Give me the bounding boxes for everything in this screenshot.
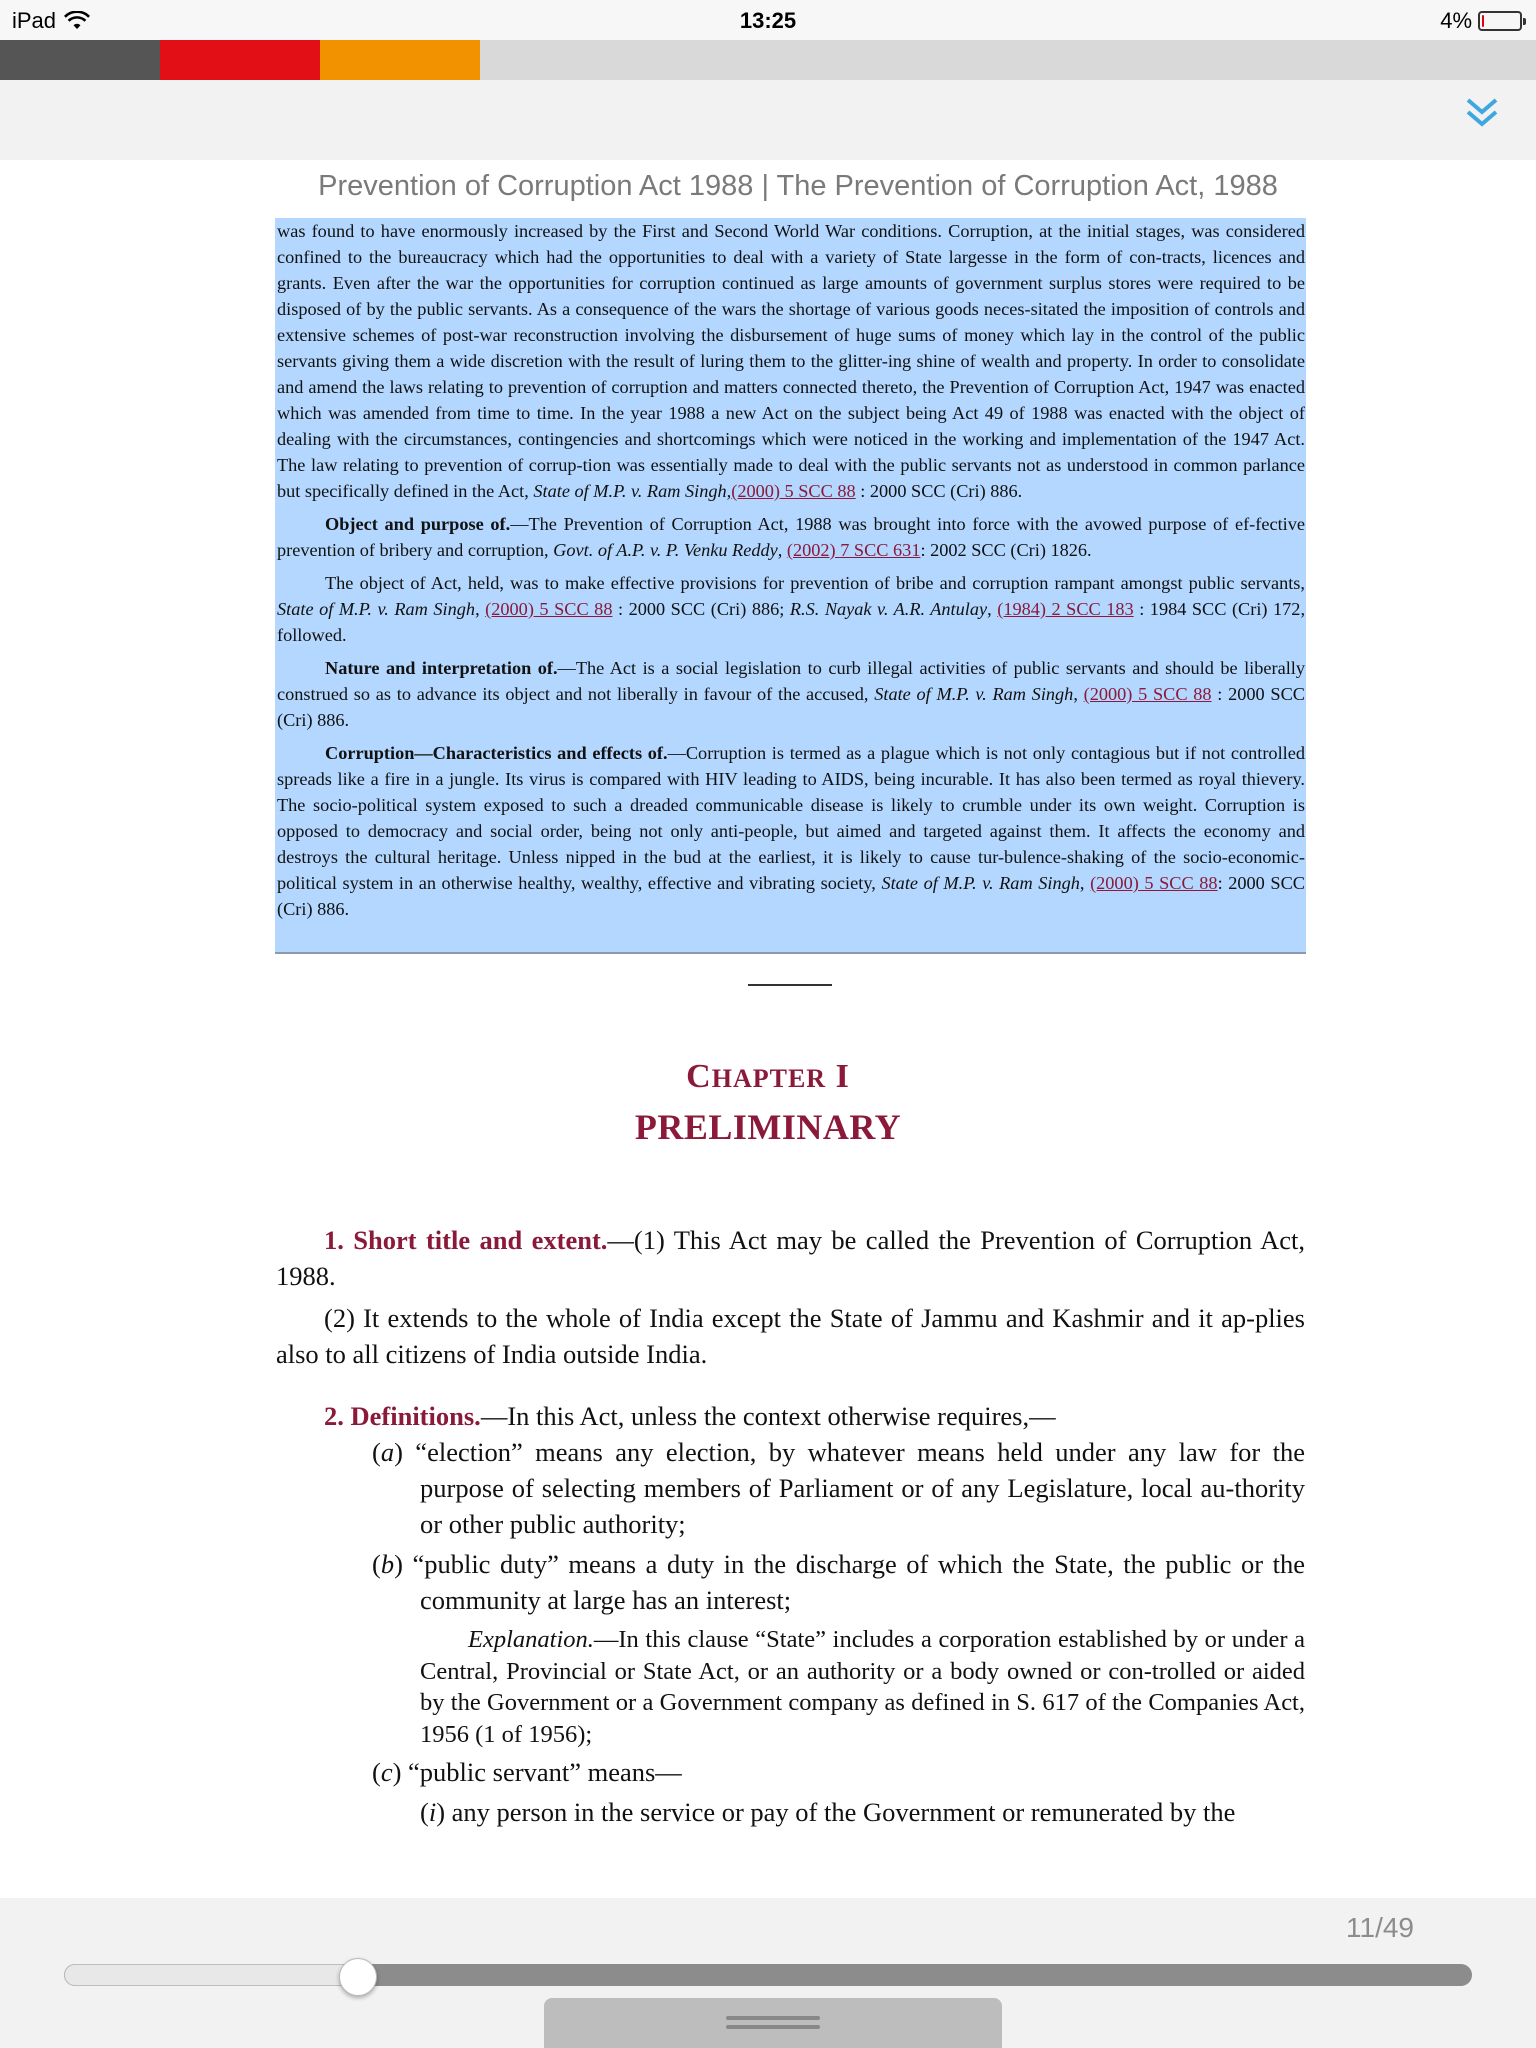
chapter-number: CHAPTER I [686, 1058, 850, 1095]
citation-link[interactable]: (2000) 5 SCC 88 [1090, 873, 1218, 893]
citation-link[interactable]: (2002) 7 SCC 631 [786, 540, 921, 560]
drawer-handle[interactable] [544, 1998, 1002, 2048]
page-slider[interactable] [64, 1964, 1472, 1986]
color-tab-red[interactable] [160, 40, 320, 80]
citation-link[interactable]: (2000) 5 SCC 88 [731, 481, 856, 501]
battery-icon [1478, 11, 1522, 31]
section-1 [276, 1222, 1305, 1372]
highlighted-note[interactable] [275, 218, 1306, 954]
note-paragraph: The object of Act, held, was to make effective provisions for prevention of bribe and corruption rampant amongst public servants, State of M.P. v. Ram Singh, (2000) 5 SCC 88 : 2000 SCC (Cri) 886; R.S. Nayak v. A.R. Antulay, (1984) 2 SCC 183 : 1984 SCC (Cri) 172, followed. [277, 573, 1306, 645]
battery-percent: 4% [1440, 8, 1472, 33]
clause-a: (a) “election” means any election, by whatever means held under any law for the purpose of selecting members of Parliament or of any Legislature, local au-thority or other public authority; [372, 1437, 1305, 1539]
clause-c-i: (i) any person in the service or pay of the Government or remunerated by the [420, 1797, 1236, 1827]
section-heading[interactable]: 1. Short title and extent. [324, 1225, 608, 1255]
color-tab-bar [0, 40, 1536, 80]
section-paragraph: 2. Definitions.—In this Act, unless the context otherwise requires,— [324, 1401, 1056, 1431]
note-paragraph: was found to have enormously increased by the First and Second World War conditions. Corruption, at the initial stages, was considered confined to the bureaucracy which had the opportunities to deal with a variety of State largesse in the form of con-tracts, licences and grants. Even after the war the opportunities for corruption continued as large amounts of government surplus stores were required to be disposed of by the public servants. As a consequence of the wars the shortage of various goods neces-sitated the imposition of controls and extensive schemes of post-war reconstruction involving the disbursement of huge sums of money which lay in the control of the public servants giving them a wide discretion with the result of luring them to the glitter-ing shine of wealth and property. In order to consolidate and amend the laws relating to prevention of corruption and matters connected thereto, the Prevention of Corruption Act, 1947 was enacted which was amended from time to time. In the year 1988 a new Act on the subject being Act 49 of 1988 was enacted with the object of dealing with the circumstances, contingencies and shortcomings which were noticed in the working and implementation of the 1947 Act. The law relating to prevention of corrup-tion was essentially made to deal with the public servants not as understood in common parlance but specifically defined in the Act, State of M.P. v. Ram Singh,(2000) 5 SCC 88 : 2000 SCC (Cri) 886. [277, 221, 1305, 501]
note-paragraph: Nature and interpretation of.—The Act is a social legislation to curb illegal activities of public servants and should be liberally construed so as to advance its object and not liberally in favour of the accused, State of M.P. v. Ram Singh, (2000) 5 SCC 88 : 2000 SCC (Cri) 886. [277, 658, 1305, 730]
note-paragraph: Corruption—Characteristics and effects of.—Corruption is termed as a plague which is not only contagious but if not controlled spreads like a fire in a jungle. Its virus is compared with HIV leading to AIDS, being incurable. It has also been termed as royal thievery. The socio-political system exposed to such a dreaded communicable disease is likely to crumble under its own weight. Corruption is opposed to democracy and social order, being not only anti-people, but aimed and targeted against them. It affects the economy and destroys the cultural heritage. Unless nipped in the bud at the earliest, it is likely to cause tur-bulence-shaking of the socio-economic-political system in an otherwise healthy, wealthy, effective and vibrating society, State of M.P. v. Ram Singh, (2000) 5 SCC 88: 2000 SCC (Cri) 886. [277, 743, 1305, 919]
section-2 [276, 1398, 1305, 1830]
device-name: iPad [12, 8, 57, 33]
note-paragraph: Object and purpose of.—The Prevention of Corruption Act, 1988 was brought into force with the avowed purpose of ef-fective prevention of bribery and corruption, Govt. of A.P. v. P. Venku Reddy, (2002) 7 SCC 631: 2002 SCC (Cri) 1826. [277, 514, 1305, 560]
section-paragraph: (2) It extends to the whole of India except the State of Jammu and Kashmir and it ap-plies also to all citizens of India outside India. [276, 1303, 1305, 1369]
section-heading[interactable]: 2. Definitions. [324, 1401, 481, 1431]
document-title: Prevention of Corruption Act 1988 | The Prevention of Corruption Act, 1988 [318, 170, 1278, 202]
color-tab-orange[interactable] [320, 40, 480, 80]
page-slider-thumb[interactable] [339, 1958, 377, 1996]
clause-c: (c) “public servant” means— [372, 1757, 682, 1787]
page-indicator: 11/49 [1346, 1912, 1414, 1943]
status-bar [0, 0, 1536, 40]
reader-toolbar [0, 80, 1536, 160]
section-paragraph: 1. Short title and extent.—(1) This Act may be called the Prevention of Corruption Act, 1988. [276, 1225, 1305, 1291]
page-scrubber-panel [0, 1898, 1536, 2048]
citation-link[interactable]: (1984) 2 SCC 183 [997, 599, 1134, 619]
citation-link[interactable]: (2000) 5 SCC 88 [1083, 684, 1212, 704]
status-time: 13:25 [739, 8, 797, 33]
double-chevron-down-icon[interactable] [1460, 92, 1504, 136]
clause-explanation: Explanation.—In this clause “State” includes a corporation established by or under a Central, Provincial or State Act, or an authority or a body owned or con-trolled or aided by the Government or a Government company as defined in S. 617 of the Companies Act, 1956 (1 of 1956); [420, 1626, 1305, 1748]
clause-b: (b) “public duty” means a duty in the discharge of which the State, the public or the community at large has an interest; [372, 1549, 1305, 1615]
chapter-title: PRELIMINARY [634, 1107, 902, 1147]
color-tab-gray[interactable] [0, 40, 160, 80]
section-divider [748, 984, 832, 986]
citation-link[interactable]: (2000) 5 SCC 88 [485, 599, 613, 619]
